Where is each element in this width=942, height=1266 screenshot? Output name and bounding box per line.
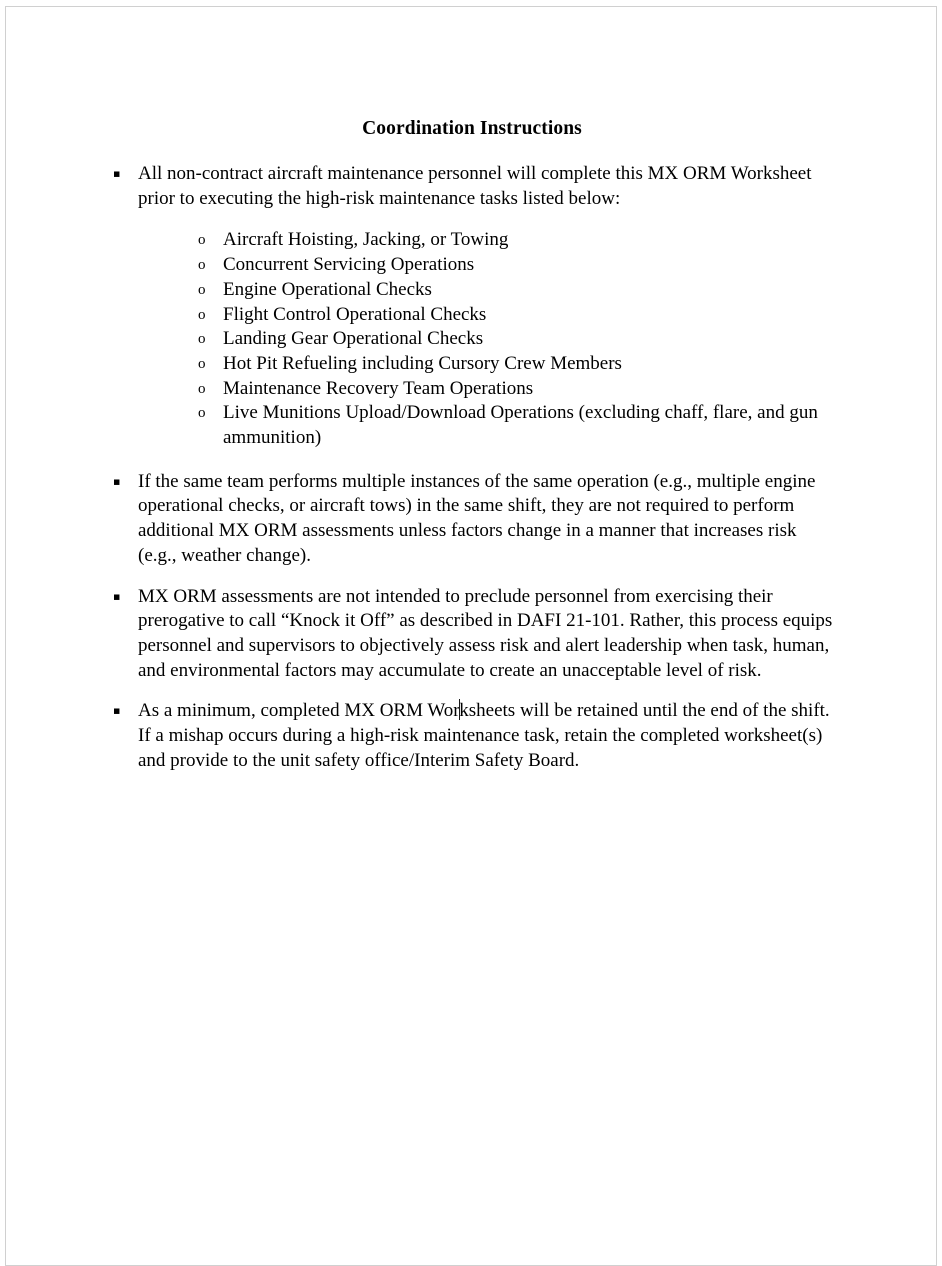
list-item[interactable]: [138, 278, 937, 303]
list-item[interactable]: [6, 162, 937, 451]
page-title: Coordination Instructions: [362, 118, 582, 139]
circle-bullet-icon: o: [198, 355, 206, 372]
document-page[interactable]: [5, 6, 937, 1266]
list-item[interactable]: [6, 585, 937, 684]
list-item[interactable]: [138, 327, 937, 352]
list-item-text: MX ORM assessments are not intended to preclude personnel from exercising their prerogative to call “Knock it Off” as described in DAFI 21-101. Rather, this process equips personnel and supervisors to objectively assess risk and alert leadership when task, human, and environmental factors may accumulate to create an unacceptable level of risk.: [138, 585, 833, 681]
list-item-text: [138, 699, 937, 773]
list-item[interactable]: [6, 699, 937, 773]
list-item[interactable]: [138, 352, 937, 377]
square-bullet-icon: ▪: [113, 474, 121, 488]
circle-bullet-icon: o: [198, 281, 206, 298]
circle-bullet-icon: o: [198, 232, 206, 249]
list-item-label: Engine Operational Checks: [223, 278, 432, 300]
square-bullet-icon: ▪: [113, 704, 121, 718]
list-item[interactable]: [138, 303, 937, 328]
list-item-text: If the same team performs multiple instances of the same operation (e.g., multiple engine operational checks, or aircraft tows) in the same shift, they are not required to perform additional MX ORM assessments unless factors change in a manner that increases risk (e.g., weather change).: [138, 470, 816, 566]
list-item-label: Maintenance Recovery Team Operations: [223, 377, 534, 399]
square-bullet-icon: ▪: [113, 167, 121, 180]
circle-bullet-icon: o: [198, 306, 206, 323]
list-item-label: Concurrent Servicing Operations: [223, 254, 475, 276]
high-risk-tasks-sublist: [138, 228, 937, 450]
coordination-instructions-list: [6, 162, 937, 773]
list-item-text-after-caret: ksheets will be retained until the end of the shift. If a mishap occurs during a high-risk maintenance task, retain the completed worksheet(s) and provide to the unit safety office/Interim Safety Board.: [138, 700, 830, 771]
list-item-text: All non-contract aircraft maintenance personnel will complete this MX ORM Worksheet prior to executing the high-risk maintenance tasks listed below:: [138, 163, 812, 209]
list-item-label: Hot Pit Refueling including Cursory Crew Members: [223, 352, 622, 374]
list-item-label: Landing Gear Operational Checks: [223, 328, 484, 350]
list-item[interactable]: [138, 228, 937, 253]
circle-bullet-icon: o: [198, 380, 206, 397]
list-item[interactable]: [138, 253, 937, 278]
list-item-label: Live Munitions Upload/Download Operations (excluding chaff, flare, and gun ammunition): [223, 402, 818, 449]
circle-bullet-icon: o: [198, 257, 206, 274]
list-item[interactable]: [138, 377, 937, 402]
list-item-label: Flight Control Operational Checks: [223, 303, 487, 325]
list-item[interactable]: [138, 401, 937, 450]
list-item[interactable]: [6, 470, 937, 569]
list-item-text-before-caret: As a minimum, completed MX ORM Wor: [138, 700, 460, 722]
circle-bullet-icon: o: [198, 405, 206, 422]
list-item-label: Aircraft Hoisting, Jacking, or Towing: [223, 229, 509, 251]
square-bullet-icon: ▪: [113, 589, 121, 603]
circle-bullet-icon: o: [198, 331, 206, 348]
